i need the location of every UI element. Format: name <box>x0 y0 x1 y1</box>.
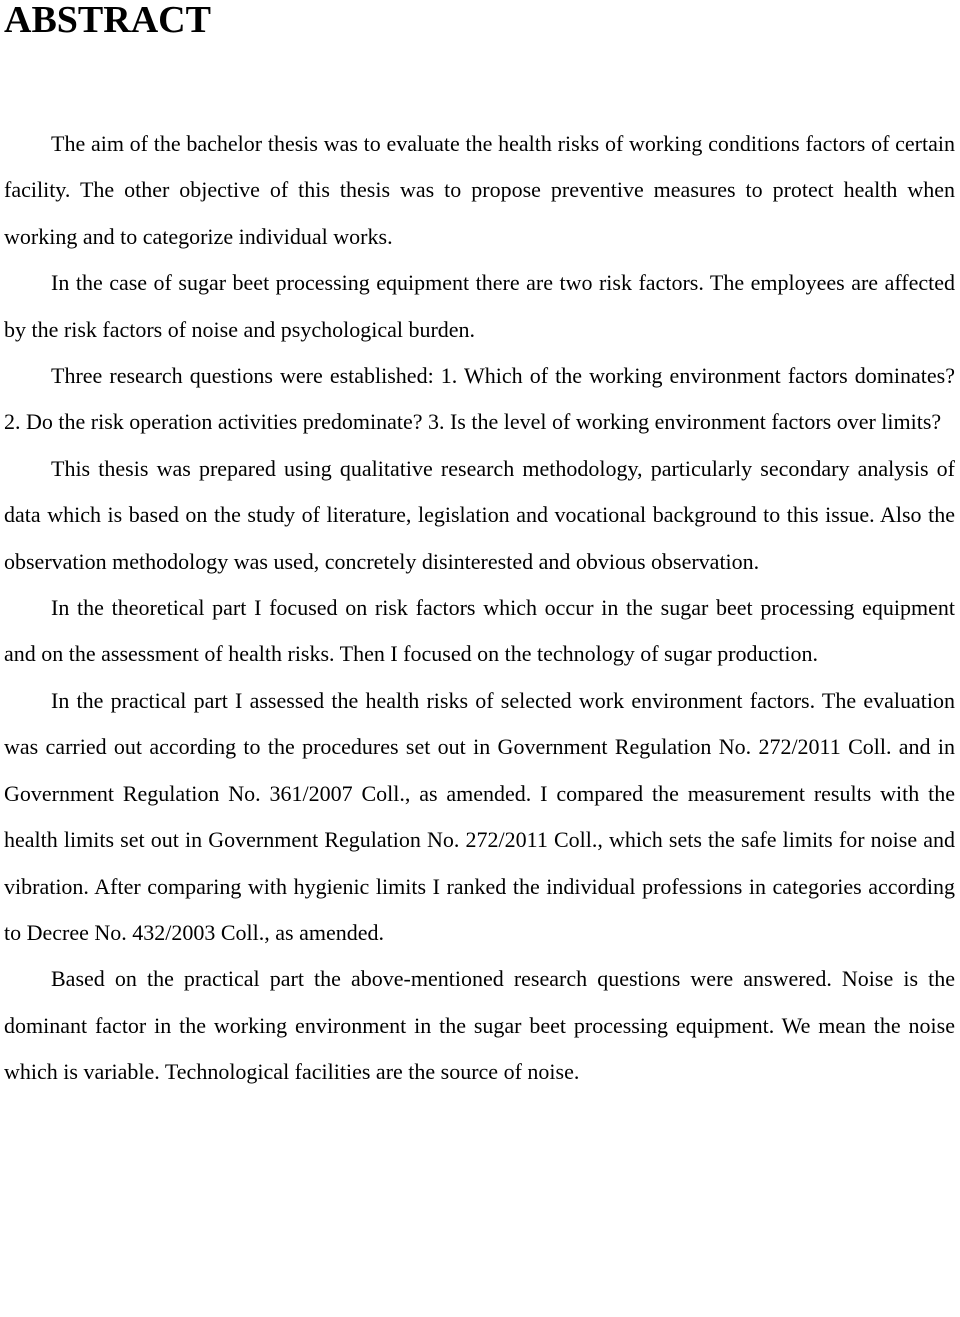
abstract-body <box>4 121 955 1096</box>
abstract-heading: ABSTRACT <box>4 0 211 41</box>
paragraph-methodology: This thesis was prepared using qualitative research methodology, particularly secondary analysis of data which is based on the study of literature, legislation and vocational background to this issue. Also the observation methodology was used, concretely disinterested and obvious observation. <box>4 455 955 574</box>
paragraph-theoretical-part: In the theoretical part I focused on risk factors which occur in the sugar beet processing equipment and on the assessment of health risks. Then I focused on the technology of sugar production. <box>4 595 955 667</box>
paragraph-aim: The aim of the bachelor thesis was to evaluate the health risks of working conditions factors of certain facility. The other objective of this thesis was to propose preventive measures to protect health when working and to categorize individual works. <box>4 131 955 249</box>
paragraph-research-questions: Three research questions were established: 1. Which of the working environment factors dominates? 2. Do the risk operation activities predominate? 3. Is the level of working environment factors over limits? <box>4 363 955 435</box>
paragraph-risk-factors: In the case of sugar beet processing equipment there are two risk factors. The employees are affected by the risk factors of noise and psychological burden. <box>4 270 955 342</box>
paragraph-practical-part: In the practical part I assessed the health risks of selected work environment factors. The evaluation was carried out according to the procedures set out in Government Regulation No. 272/2011 Coll. and in Government Regulation No. 361/2007 Coll., as amended. I compared the measurement results with the health limits set out in Government Regulation No. 272/2011 Coll., which sets the safe limits for noise and vibration. After comparing with hygienic limits I ranked the individual professions in categories according to Decree No. 432/2003 Coll., as amended. <box>4 687 955 945</box>
paragraph-conclusion: Based on the practical part the above-mentioned research questions were answered. Noise is the dominant factor in the working environment in the sugar beet processing equipment. We mean the noise which is variable. Technological facilities are the source of noise. <box>4 966 955 1085</box>
